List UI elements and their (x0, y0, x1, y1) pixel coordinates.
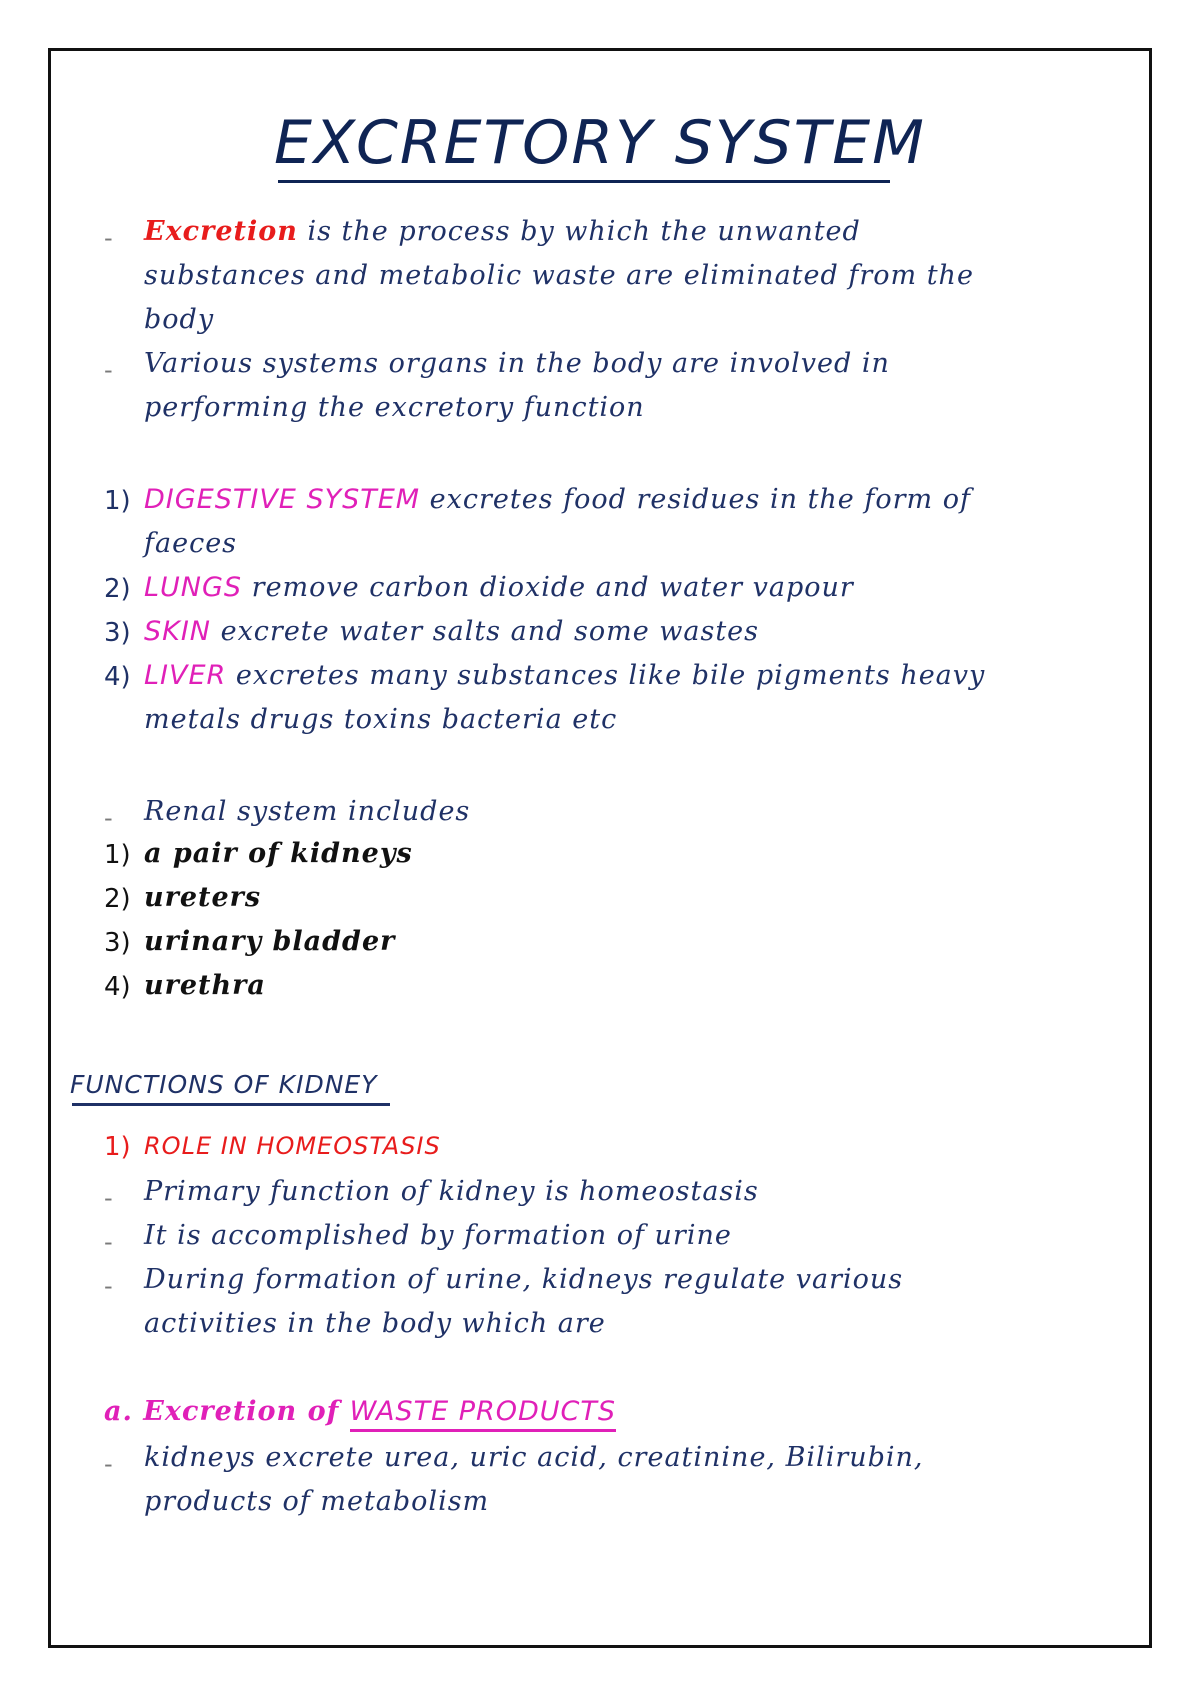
organ-text: remove carbon dioxide and water vapour (242, 572, 854, 603)
subsection-title: ROLE IN HOMEOSTASIS (144, 1132, 441, 1160)
term-skin: SKIN (144, 616, 212, 647)
organ-line (144, 660, 985, 691)
bullet: - (104, 1272, 113, 1300)
list-number: 2) (104, 884, 131, 914)
waste-line: kidneys excrete urea, uric acid, creatinine, Bilirubin, (144, 1442, 924, 1473)
term-excretion: Excretion (144, 216, 298, 247)
bullet: - (104, 1450, 113, 1478)
list-number: 3) (104, 928, 131, 958)
list-number: 1) (104, 486, 131, 516)
term-lungs: LUNGS (144, 572, 243, 603)
intro-text: is the process by which the unwanted (297, 216, 861, 247)
list-number: 2) (104, 574, 131, 604)
list-number: 4) (104, 662, 131, 692)
bullet: - (104, 1184, 113, 1212)
organ-line: faeces (144, 528, 238, 559)
section-heading: FUNCTIONS OF KIDNEY (70, 1070, 378, 1099)
function-point: It is accomplished by formation of urine (144, 1220, 732, 1251)
bullet: - (104, 356, 113, 384)
heading-underline (72, 1103, 390, 1106)
organ-text: excretes food residues in the form of (420, 484, 971, 515)
function-point: activities in the body which are (144, 1308, 606, 1339)
organ-line (144, 484, 971, 515)
organ-line (144, 616, 759, 647)
renal-item: a pair of kidneys (144, 838, 413, 869)
term-digestive: DIGESTIVE SYSTEM (144, 484, 421, 515)
subsection-a-title: WASTE PRODUCTS (350, 1396, 616, 1432)
bullet: - (104, 1228, 113, 1256)
organ-line (144, 572, 854, 603)
title-underline (278, 180, 890, 183)
page-title: EXCRETORY SYSTEM (274, 108, 926, 178)
list-number: 3) (104, 618, 131, 648)
waste-line: products of metabolism (144, 1486, 490, 1517)
bullet: - (104, 804, 113, 832)
renal-intro: Renal system includes (144, 796, 471, 827)
intro-line: performing the excretory function (144, 392, 645, 423)
function-point: Primary function of kidney is homeostasis (144, 1176, 759, 1207)
organ-text: excretes many substances like bile pigments heavy (226, 660, 986, 691)
term-liver: LIVER (144, 660, 227, 691)
intro-line: Various systems organs in the body are involved in (144, 348, 890, 379)
intro-line: substances and metabolic waste are eliminated from the (144, 260, 974, 291)
list-number: 1) (104, 840, 131, 870)
renal-item: urinary bladder (144, 926, 396, 957)
function-point: During formation of urine, kidneys regulate various (144, 1264, 904, 1295)
renal-item: urethra (144, 970, 266, 1001)
subsection-a (104, 1396, 616, 1427)
organ-text: excrete water salts and some wastes (211, 616, 760, 647)
list-number: 4) (104, 972, 131, 1002)
subsection-a-prefix: a. Excretion of (104, 1396, 350, 1427)
bullet: - (104, 224, 113, 252)
intro-line (144, 216, 861, 247)
renal-item: ureters (144, 882, 262, 913)
intro-line: body (144, 304, 215, 335)
list-number: 1) (104, 1132, 131, 1162)
organ-line: metals drugs toxins bacteria etc (144, 704, 618, 735)
